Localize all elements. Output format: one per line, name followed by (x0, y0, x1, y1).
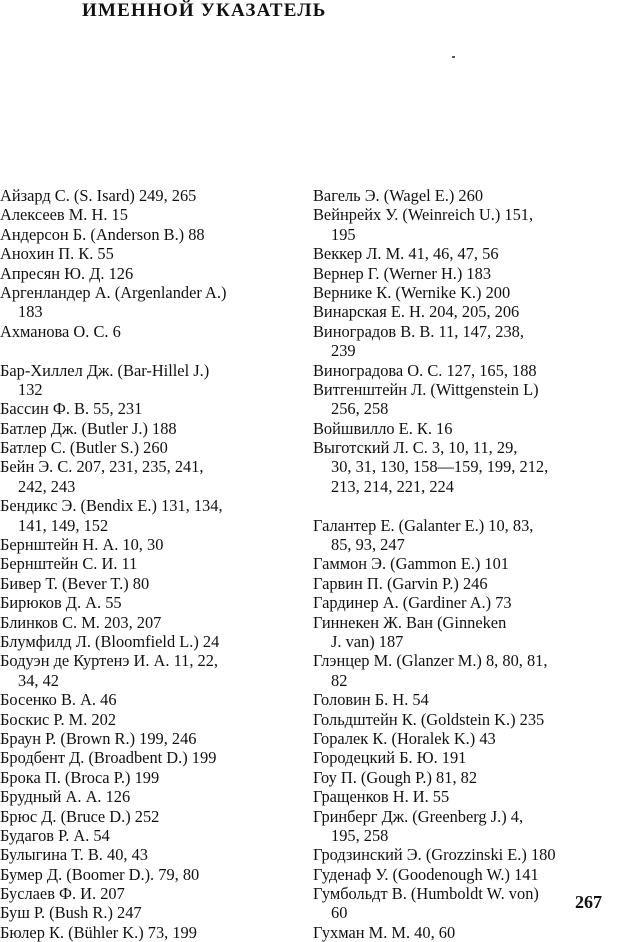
index-entry-continuation: 34, 42 (18, 670, 59, 690)
index-entry: Гиннекен Ж. Ван (Ginneken (313, 612, 507, 632)
index-entry: Андерсон Б. (Anderson B.) 88 (0, 224, 205, 244)
page-number: 267 (575, 892, 602, 912)
index-entry: Буш Р. (Bush R.) 247 (0, 903, 142, 923)
index-entry: Бернштейн С. И. 11 (0, 554, 138, 574)
index-entry-continuation: 183 (18, 302, 43, 322)
index-entry: Гринберг Дж. (Greenberg J.) 4, (313, 806, 524, 826)
index-entry: Булыгина Т. В. 40, 43 (0, 845, 148, 865)
section-gap (0, 341, 305, 360)
page-header: ИМЕННОЙ УКАЗАТЕЛЬ (82, 0, 327, 21)
index-entry: Айзард С. (S. Isard) 249, 265 (0, 186, 197, 205)
index-entry-continuation: 82 (331, 670, 348, 690)
index-entry: Гарвин П. (Garvin P.) 246 (313, 573, 488, 593)
index-entry-continuation: 132 (18, 379, 43, 399)
index-entry: Гумбольдт В. (Humboldt W. von) (313, 884, 539, 904)
index-entry: Алексеев М. Н. 15 (0, 205, 128, 225)
index-entry: Выготский Л. С. 3, 10, 11, 29, (313, 438, 518, 458)
section-gap (313, 496, 618, 515)
index-entry: Гродзинский Э. (Grozzinski E.) 180 (313, 845, 556, 865)
index-entry: Бар-Хиллел Дж. (Bar-Hillel J.) (0, 360, 210, 380)
index-entry-continuation: 141, 149, 152 (18, 515, 109, 535)
index-entry: Городецкий Б. Ю. 191 (313, 748, 467, 768)
index-entry: Галантер Е. (Galanter E.) 10, 83, (313, 515, 534, 535)
index-entry: Бивер Т. (Bever T.) 80 (0, 573, 150, 593)
index-entry: Боскис Р. М. 202 (0, 709, 117, 729)
index-entry: Блинков С. М. 203, 207 (0, 612, 162, 632)
index-entry-continuation: 239 (331, 341, 356, 361)
index-entry: Бумер Д. (Boomer D.). 79, 80 (0, 864, 200, 884)
index-entry: Вейнрейх У. (Weinreich U.) 151, (313, 205, 534, 225)
index-entry-continuation: 213, 214, 221, 224 (331, 476, 454, 496)
index-entry: Бродбент Д. (Broadbent D.) 199 (0, 748, 217, 768)
index-entry-continuation: 60 (331, 903, 348, 923)
index-entry: Бодуэн де Куртенэ И. А. 11, 22, (0, 651, 219, 671)
index-entry: Гаммон Э. (Gammon E.) 101 (313, 554, 509, 574)
index-entry-continuation: 85, 93, 247 (331, 535, 405, 555)
index-entry: Брюс Д. (Bruce D.) 252 (0, 806, 160, 826)
index-entry: Гоу П. (Gough P.) 81, 82 (313, 767, 478, 787)
index-entry: Аргенландер А. (Argenlander A.) (0, 282, 227, 302)
index-entry-continuation: 195, 258 (331, 825, 389, 845)
index-entry: Бюлер К. (Bühler K.) 73, 199 (0, 922, 197, 942)
index-entry: Винарская Е. Н. 204, 205, 206 (313, 302, 520, 322)
index-entry: Бирюков Д. А. 55 (0, 593, 122, 613)
index-entry: Вагель Э. (Wagel E.) 260 (313, 186, 484, 205)
index-entry-continuation: 195 (331, 224, 356, 244)
index-entry: Бейн Э. С. 207, 231, 235, 241, (0, 457, 204, 477)
index-entry: Буслаев Ф. И. 207 (0, 884, 125, 904)
index-entry: Горалек К. (Horalek K.) 43 (313, 728, 496, 748)
index-entry-continuation: 256, 258 (331, 399, 389, 419)
index-entry: Босенко В. А. 46 (0, 690, 117, 710)
index-column-right (313, 186, 618, 942)
index-entry: Гуденаф У. (Goodenough W.) 141 (313, 864, 539, 884)
index-column-left (0, 186, 305, 942)
index-entry: Виноградова О. С. 127, 165, 188 (313, 360, 537, 380)
print-speck (452, 56, 455, 58)
index-entry: Гардинер А. (Gardiner A.) 73 (313, 593, 512, 613)
index-entry: Головин Б. Н. 54 (313, 690, 429, 710)
index-entry: Апресян Ю. Д. 126 (0, 263, 134, 283)
index-entry: Будагов Р. А. 54 (0, 825, 110, 845)
index-entry-continuation: J. van) 187 (331, 631, 404, 651)
index-entry: Гращенков Н. И. 55 (313, 787, 450, 807)
index-entry: Гухман М. М. 40, 60 (313, 922, 456, 942)
index-entry: Витгенштейн Л. (Wittgenstein L) (313, 379, 539, 399)
index-entry: Верникe К. (Wernike K.) 200 (313, 282, 511, 302)
index-entry-continuation: 242, 243 (18, 476, 76, 496)
index-entry: Батлер Дж. (Butler J.) 188 (0, 418, 177, 438)
index-entry: Анохин П. К. 55 (0, 244, 114, 264)
index-entry: Брока П. (Broca P.) 199 (0, 767, 160, 787)
index-entry: Глэнцер М. (Glanzer M.) 8, 80, 81, (313, 651, 548, 671)
index-entry: Гольдштейн К. (Goldstein K.) 235 (313, 709, 545, 729)
index-entry: Брудный А. А. 126 (0, 787, 131, 807)
index-entry: Браун Р. (Brown R.) 199, 246 (0, 728, 197, 748)
index-entry: Бендикс Э. (Bendix E.) 131, 134, (0, 496, 223, 516)
index-entry-continuation: 30, 31, 130, 158—159, 199, 212, (331, 457, 549, 477)
index-entry: Вернер Г. (Werner H.) 183 (313, 263, 492, 283)
index-entry: Виноградов В. В. 11, 147, 238, (313, 321, 524, 341)
index-entry: Веккер Л. М. 41, 46, 47, 56 (313, 244, 499, 264)
index-entry: Батлер С. (Butler S.) 260 (0, 438, 168, 458)
index-entry: Блумфилд Л. (Bloomfield L.) 24 (0, 631, 220, 651)
index-entry: Войшвилло Е. К. 16 (313, 418, 453, 438)
index-entry: Ахманова О. С. 6 (0, 321, 121, 341)
index-entry: Бернштейн Н. А. 10, 30 (0, 535, 164, 555)
index-entry: Бассин Ф. В. 55, 231 (0, 399, 143, 419)
